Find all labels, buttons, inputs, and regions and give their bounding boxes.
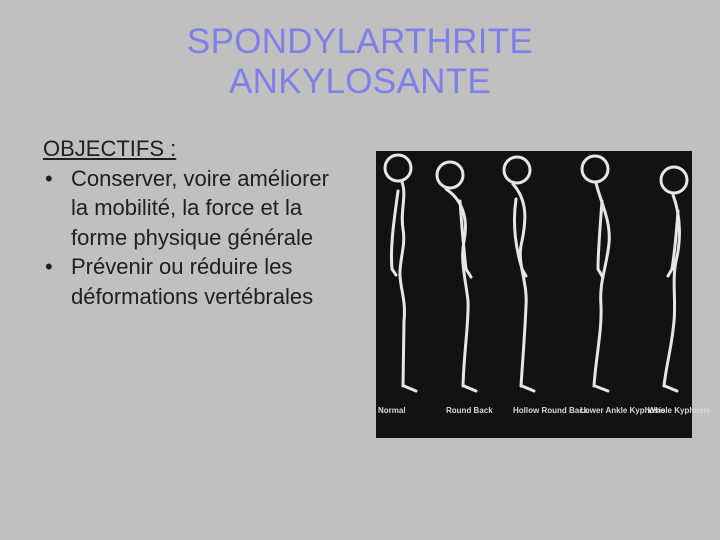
figure-round-back — [437, 162, 476, 391]
figure-whole-kyphosis — [661, 167, 687, 391]
bullet-text: Prévenir ou réduire les déformations vertébrales — [71, 254, 314, 309]
slide-title — [0, 22, 720, 102]
list-item — [43, 252, 343, 311]
bullet-text: Conserver, voire améliorer la mobilité, la force et la forme physique générale — [71, 165, 329, 250]
figure-label-hollow-round-back: Hollow Round Back — [513, 406, 589, 415]
figure-hollow-round-back — [504, 157, 534, 391]
title-line-1: SPONDYLARTHRITE — [186, 22, 534, 61]
posture-figures — [376, 151, 711, 438]
bullet-marker: • — [45, 254, 53, 279]
objectives-text — [43, 134, 343, 311]
figure-label-round-back: Round Back — [446, 406, 493, 415]
list-item — [43, 164, 343, 253]
figure-label-normal: Normal — [378, 406, 406, 415]
figure-lower-kyphosis — [582, 156, 609, 391]
objectives-heading: OBJECTIFS : — [43, 136, 177, 161]
figure-normal — [385, 155, 416, 391]
figure-label-lower-kyphosis: Lower Ankle Kyphosis — [580, 406, 666, 415]
objectives-list — [43, 164, 343, 312]
posture-illustration — [376, 151, 711, 438]
figure-label-whole-kyphosis: Whole Kyphosis — [648, 406, 711, 415]
bullet-marker: • — [45, 165, 53, 191]
title-line-2: ANKYLOSANTE — [229, 62, 491, 101]
